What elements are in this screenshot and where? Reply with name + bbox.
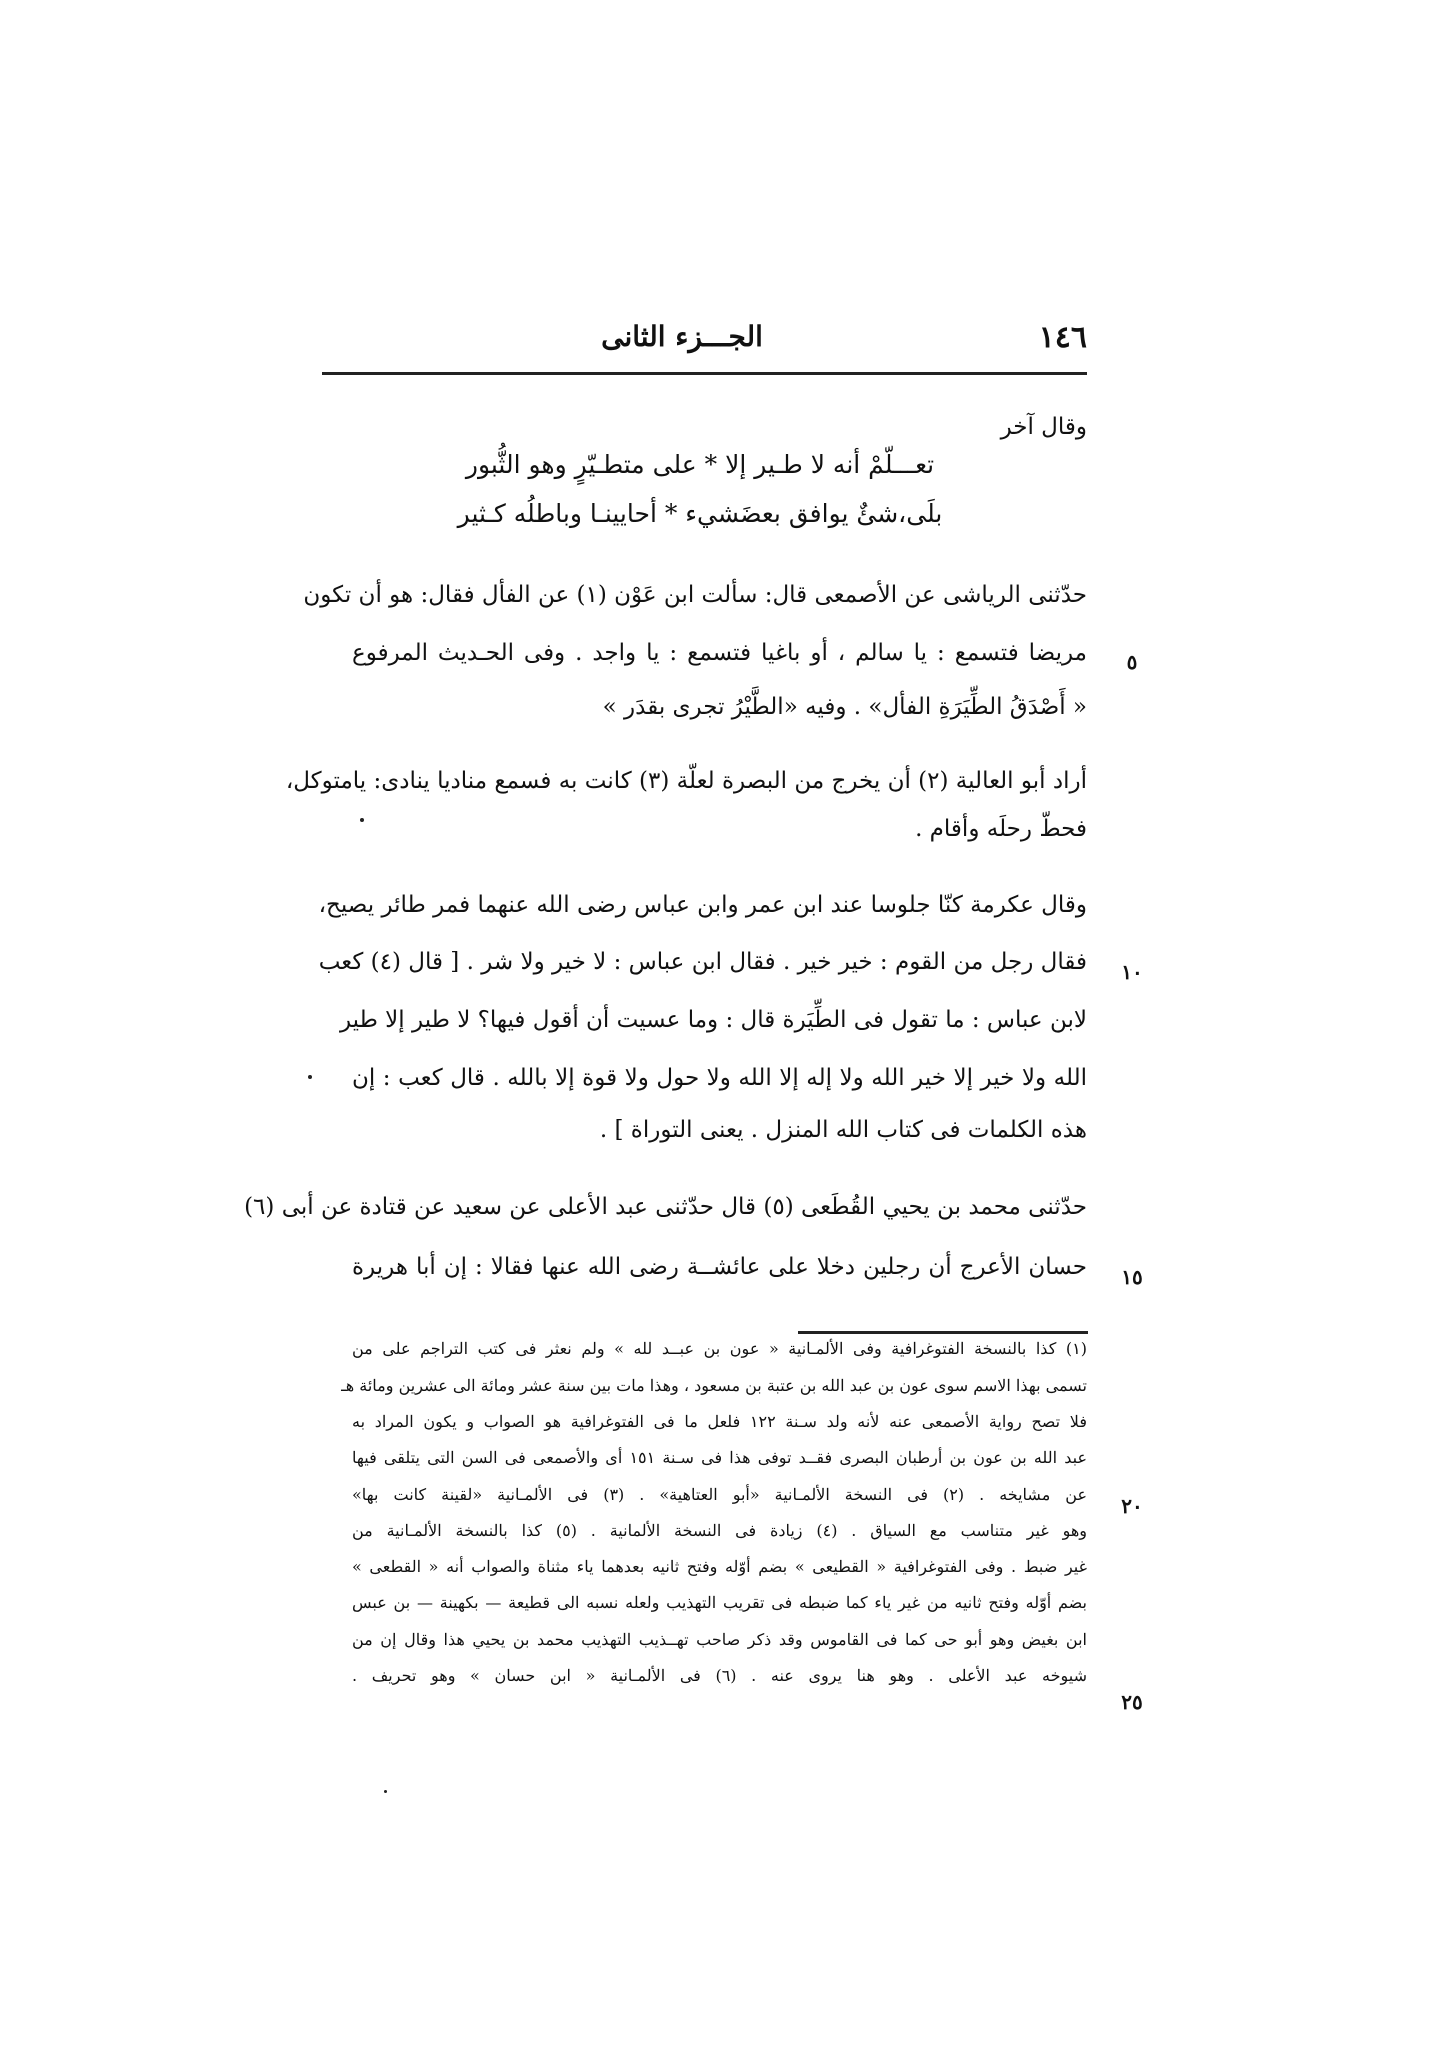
footnote-line: عن مشايخه . (٢) فى النسخة الألمـانية «أبو العتاهية» . (٣) فى الألمـانية «لقينة كانت بها» bbox=[352, 1485, 1087, 1504]
line-number: ١٥ bbox=[1121, 1265, 1143, 1289]
footnote-line: بضم أوّله وفتح ثانيه من غير ياء كما ضبطه فى تقريب التهذيب ولعله نسبه الى قطيعة — بكهينة — بن عبس bbox=[352, 1593, 1087, 1612]
intro-line: وقال آخر bbox=[1000, 414, 1087, 440]
text-line: أراد أبو العالية (٢) أن يخرج من البصرة لعلّة (٣) كانت به فسمع مناديا ينادى: يامتوكل، bbox=[285, 768, 1087, 794]
text-line: فقال رجل من القوم : خير خير . فقال ابن عباس : لا خير ولا شر . [ قال (٤) كعب bbox=[318, 949, 1087, 975]
line-number: ٢٠ bbox=[1121, 1494, 1143, 1518]
ink-speck bbox=[384, 1790, 387, 1793]
line-number: ٢٥ bbox=[1121, 1690, 1143, 1714]
footnote-line: عبد الله بن عون بن أرطبان البصرى فقــد توفى هذا فى سـنة ١٥١ أى والأصمعى فى السن التى يتلقى فيها bbox=[352, 1448, 1088, 1467]
page-number: ١٤٦ bbox=[1038, 320, 1087, 355]
line-number: ٥ bbox=[1126, 650, 1138, 674]
footnote-line: ابن بغيض وهو أبو حى كما فى القاموس وقد ذكر صاحب تهــذيب التهذيب محمد بن يحيي هذا وقال إن من bbox=[352, 1630, 1088, 1649]
footnote-line: (١) كذا بالنسخة الفتوغرافية وفى الألمـانية « عون بن عبــد لله » ولم نعثر فى كتب التراجم على من bbox=[352, 1339, 1087, 1358]
text-line: حدّثنى محمد بن يحيي القُطَعى (٥) قال حدّثنى عبد الأعلى عن سعيد عن قتادة عن أبى (٦) bbox=[244, 1194, 1087, 1220]
running-title: الجـــزء الثانى bbox=[601, 320, 763, 353]
text-line: مريضا فتسمع : يا سالم ، أو باغيا فتسمع : يا واجد . وفى الحـديث المرفوع bbox=[352, 640, 1087, 666]
header-rule bbox=[322, 372, 1087, 375]
text-line: هذه الكلمات فى كتاب الله المنزل . يعنى التوراة ] . bbox=[599, 1117, 1087, 1143]
footnote-line: شيوخه عبد الأعلى . وهو هنا يروى عنه . (٦) فى الألمـانية « ابن حسان » وهو تحريف . bbox=[352, 1666, 1087, 1685]
footnote-line: فلا تصح رواية الأصمعى عنه لأنه ولد سـنة ١٢٢ فلعل ما فى الفتوغرافية هو الصواب و يكون المراد به bbox=[352, 1412, 1087, 1431]
footnote-line: وهو غير متناسب مع السياق . (٤) زيادة فى النسخة الألمانية . (٥) كذا بالنسخة الألمـانية من bbox=[352, 1521, 1088, 1540]
text-line: لابن عباس : ما تقول فى الطِّيَرة قال : وما عسيت أن أقول فيها؟ لا طير إلا طير bbox=[339, 1007, 1087, 1033]
text-line: فحطّ رحلَه وأقام . bbox=[915, 816, 1087, 842]
footnote-line: تسمى بهذا الاسم سوى عون بن عبد الله بن عتبة بن مسعود ، وهذا مات بين سنة عشر ومائة الى عشرين ومائة هـ bbox=[341, 1376, 1087, 1395]
text-line: وقال عكرمة كنّا جلوسا عند ابن عمر وابن عباس رضى الله عنهما فمر طائر يصيح، bbox=[318, 892, 1087, 918]
page-header bbox=[322, 320, 1087, 370]
verse-line: بلَى،شئٌ يوافق بعضَشيء * أحايينـا وباطلُه كـثير bbox=[457, 499, 943, 528]
footnote-rule bbox=[798, 1331, 1088, 1334]
footnote-line: غير ضبط . وفى الفتوغرافية « القطيعى » بضم أوّله وفتح ثانيه بعدهما ياء مثناة والصواب أنه « القطعى » bbox=[352, 1557, 1087, 1576]
ink-speck bbox=[360, 818, 364, 822]
verse-line: تعـــلّمْ أنه لا طـير إلا * على متطـيّرٍ وهو الثُّبور bbox=[465, 450, 935, 479]
line-number: ١٠ bbox=[1121, 960, 1143, 984]
text-line: حسان الأعرج أن رجلين دخلا على عائشــة رضى الله عنها فقالا : إن أبا هريرة bbox=[352, 1254, 1087, 1280]
text-line: « أَصْدَقُ الطِّيَرَةِ الفأل» . وفيه «الطَّيْرُ تجرى بقدَر » bbox=[602, 694, 1087, 720]
text-line: حدّثنى الرياشى عن الأصمعى قال: سألت ابن عَوْن (١) عن الفأل فقال: هو أن تكون bbox=[303, 582, 1087, 608]
ink-speck bbox=[308, 1075, 312, 1079]
text-line: الله ولا خير إلا خير الله ولا إله إلا الله ولا حول ولا قوة إلا بالله . قال كعب : إن bbox=[352, 1065, 1087, 1091]
